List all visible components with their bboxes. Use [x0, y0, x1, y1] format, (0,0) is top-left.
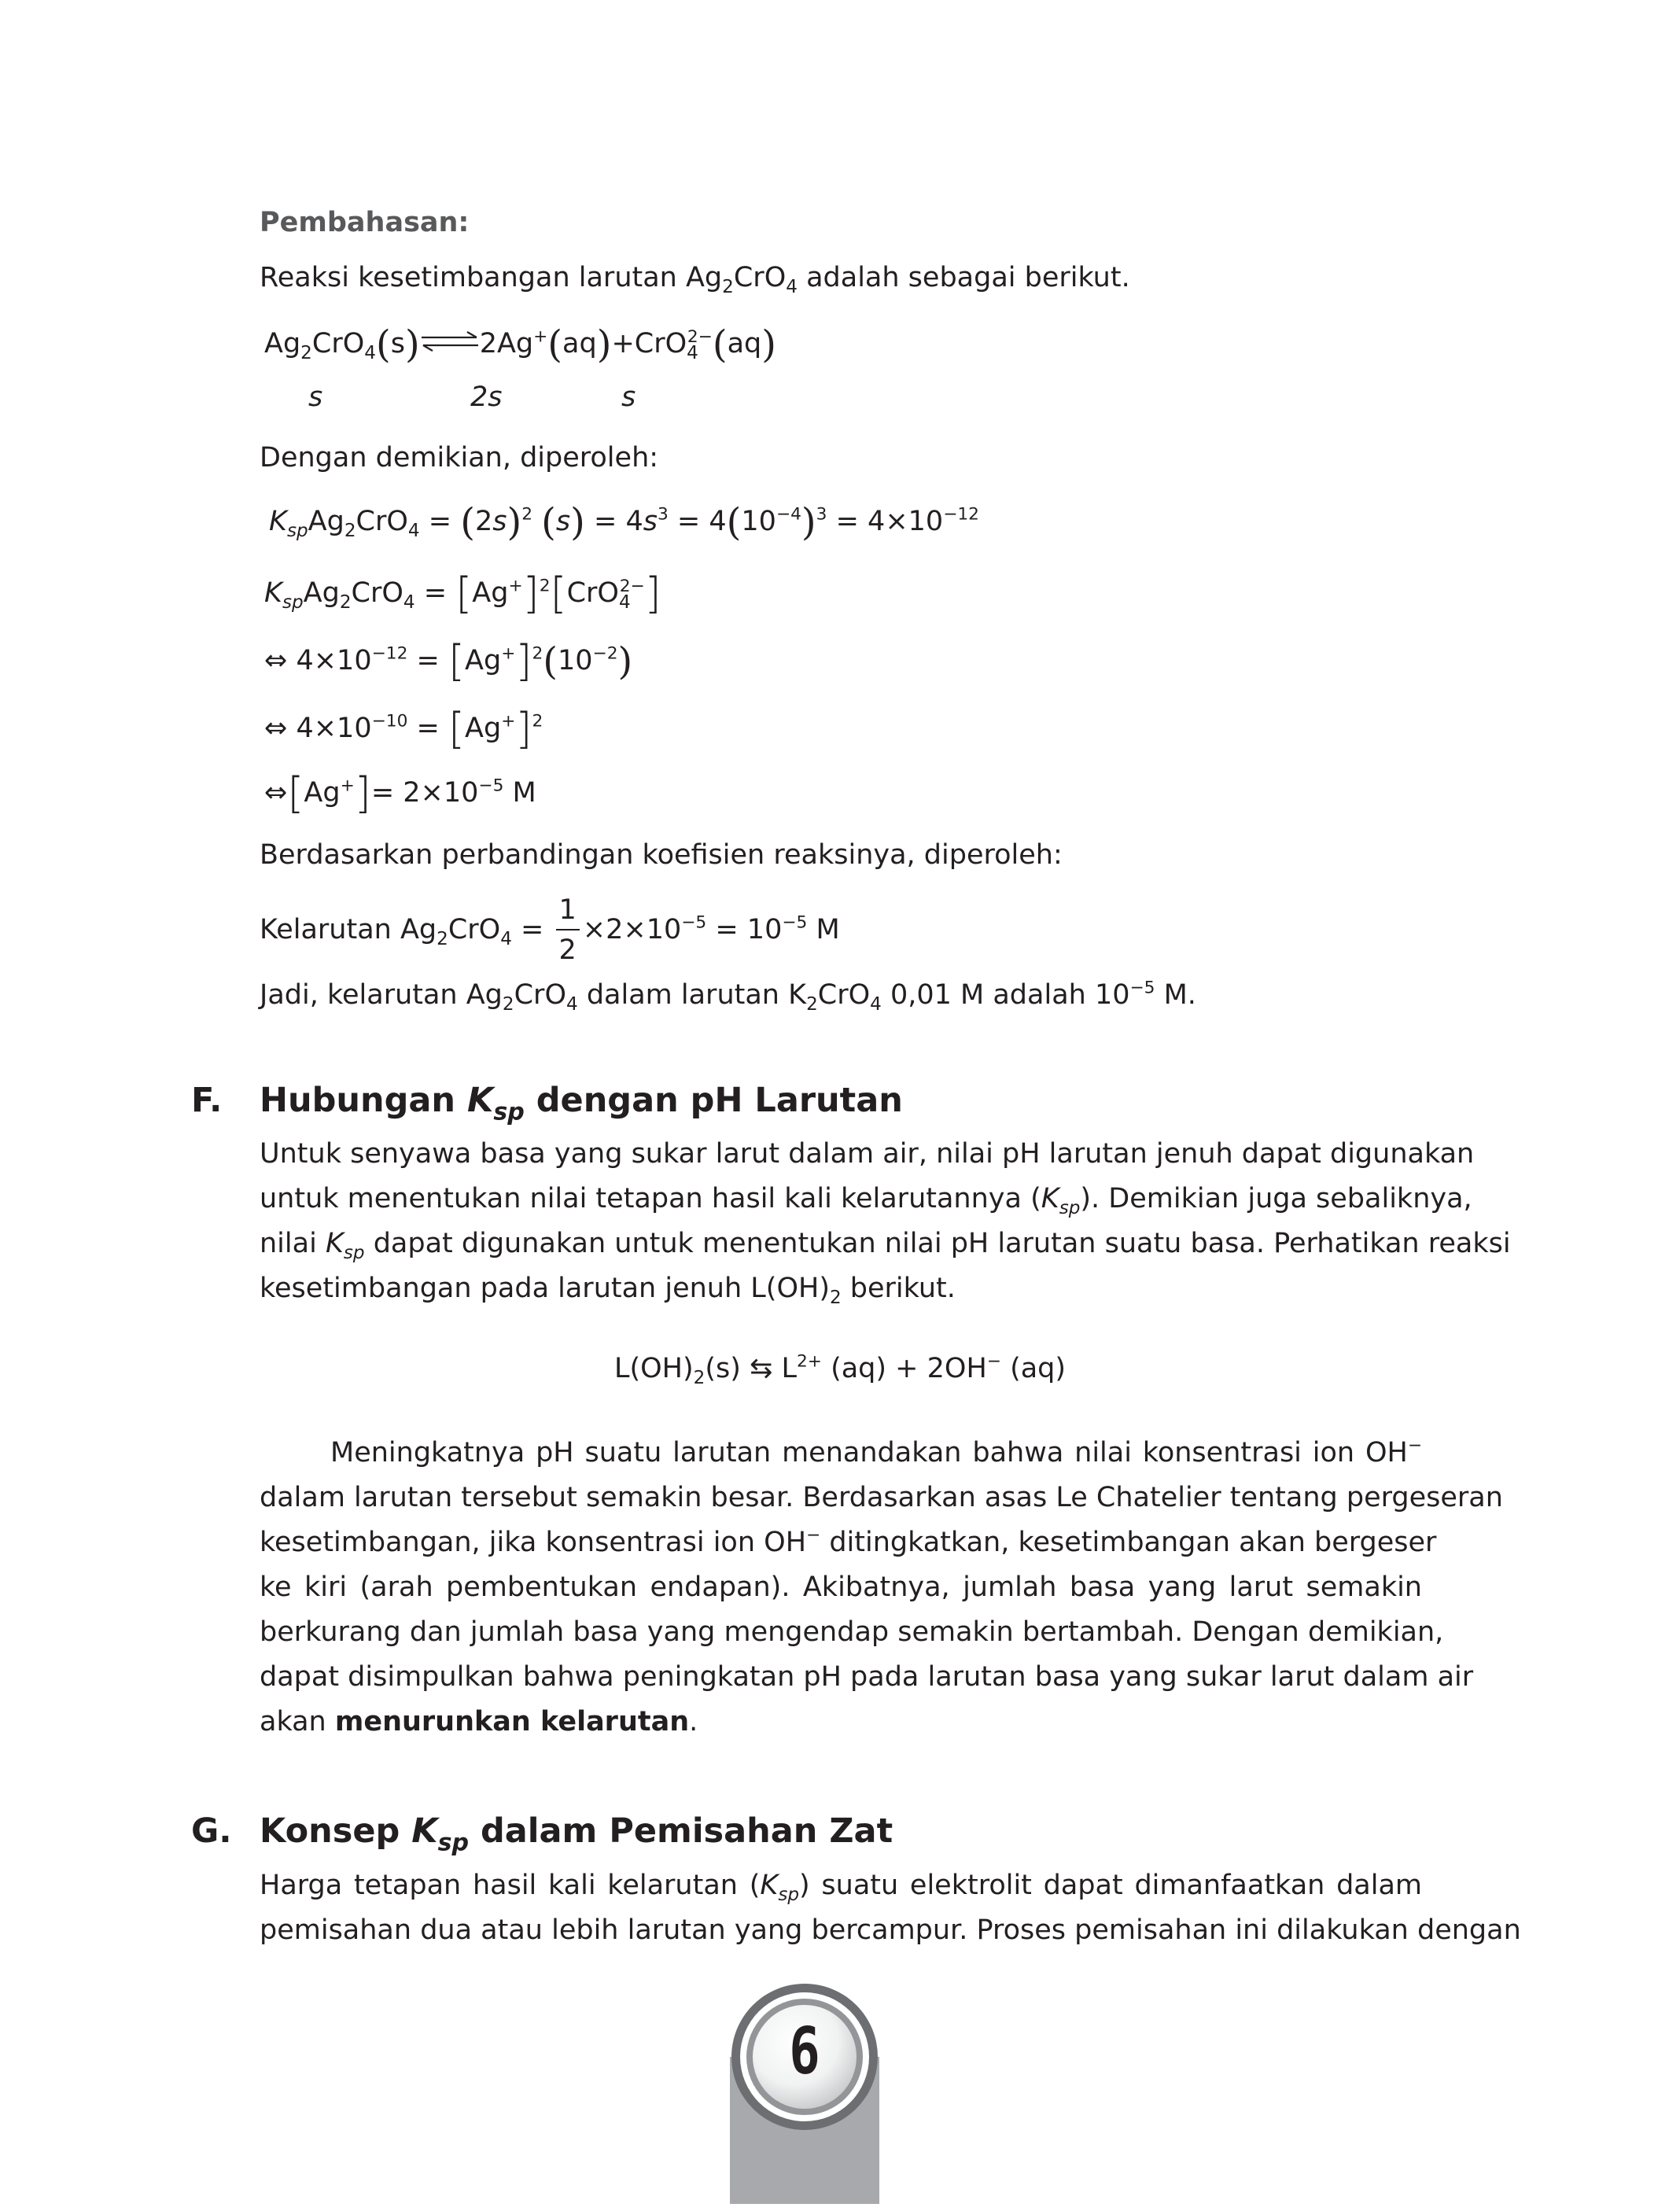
dissolution-equation: $Ag_2CrO_4(s)$ 2Ag+(aq)+CrO$_4^{2-}$(aq): [264, 322, 776, 367]
ksp-calculation: $K_{sp}Ag_2CrO_4 = (2s)^2$ $(s) = 4s^3 = 4(10^{-4})^3 = 4\times 10^{-12}$: [269, 500, 979, 544]
berdasarkan-text: Berdasarkan perbandingan koefisien reaksinya, diperoleh:: [260, 839, 1063, 871]
section-f-paragraph-1: Untuk senyawa basa yang sukar larut dalam air, nilai pH larutan jenuh dapat digunakan untuk menentukan nilai tetapan hasil kali kelarutannya $(K_{sp})$. Demikian juga sebaliknya, nilai $K_{sp}$ dapat digunakan untuk menentukan nilai pH larutan suatu basa. Perhatikan reaksi kesetimbangan pada larutan jenuh $L(OH)_2$ berikut.: [260, 1138, 1511, 1309]
solubility-label-2s: 2s: [470, 381, 503, 413]
solubility-label-s2: s: [621, 381, 636, 413]
solubility-label-s1: s: [308, 381, 323, 413]
ag-squared: ⇔ $4\times 10^{-10} = [Ag^+]^2$: [264, 704, 543, 754]
section-g-title: Konsep $K_{sp}$ dalam Pemisahan Zat: [260, 1811, 893, 1857]
section-f-letter: F.: [191, 1081, 223, 1120]
equilibrium-arrow-icon: [420, 331, 480, 352]
section-f-paragraph-2: Meningkatnya pH suatu larutan menandakan bahwa nilai konsentrasi ion OH− dalam larutan tersebut semakin besar. Berdasarkan asas Le Chatelier tentang pergeseran kesetimbangan, jika konsentrasi ion OH− ditingkatkan, kesetimbangan akan bergeser ke kiri (arah pembentukan endapan). Akibatnya, jumlah basa yang larut semakin berkurang dan jumlah basa yang mengendap semakin bertambah. Dengan demikian, dapat disimpulkan bahwa peningkatan pH pada larutan basa yang sukar larut dalam air akan menurunkan kelarutan.: [260, 1435, 1503, 1737]
page-number-badge: [730, 1982, 879, 2204]
page-number: 6: [789, 2014, 820, 2089]
ag-concentration: ⇔[Ag+]= $2\times 10^{-5}$ M: [264, 768, 536, 818]
section-f-title: Hubungan $K_{sp}$ dengan pH Larutan: [260, 1081, 903, 1126]
loh2-equilibrium-equation: $L(OH)_2(s)$ ⇆ $L^{2+}$ (aq) + 2OH− (aq): [613, 1351, 1067, 1389]
kelarutan-calculation: Kelarutan $Ag_2CrO_4$ = $\frac{1}{2}$ $\times 2\times 10^{-5} = 10^{-5}$ M: [260, 894, 840, 966]
section-g-letter: G.: [191, 1811, 232, 1851]
section-g-paragraph: Harga tetapan hasil kali kelarutan $(K_{sp})$ suatu elektrolit dapat dimanfaatkan dalam pemisahan dua atau lebih larutan yang bercampur. Proses pemisahan ini dilakukan dengan: [260, 1870, 1521, 1946]
ksp-substitution: ⇔ $4\times 10^{-12} = [Ag^+]^2(10^{-2})$: [264, 636, 633, 686]
ksp-expression: $K_{sp}Ag_2CrO_4 = [Ag^+]^2[CrO_4^{2-}]$: [264, 569, 661, 618]
pembahasan-heading: Pembahasan:: [260, 207, 470, 238]
conclusion-text: Jadi, kelarutan $Ag_2CrO_4$ dalam larutan $K_2CrO_4$ 0,01 M adalah $10^{-5}$ M.: [260, 978, 1196, 1015]
reaction-intro: Reaksi kesetimbangan larutan $Ag_2CrO_4$ adalah sebagai berikut.: [260, 262, 1130, 298]
dengan-demikian-text: Dengan demikian, diperoleh:: [260, 442, 659, 474]
